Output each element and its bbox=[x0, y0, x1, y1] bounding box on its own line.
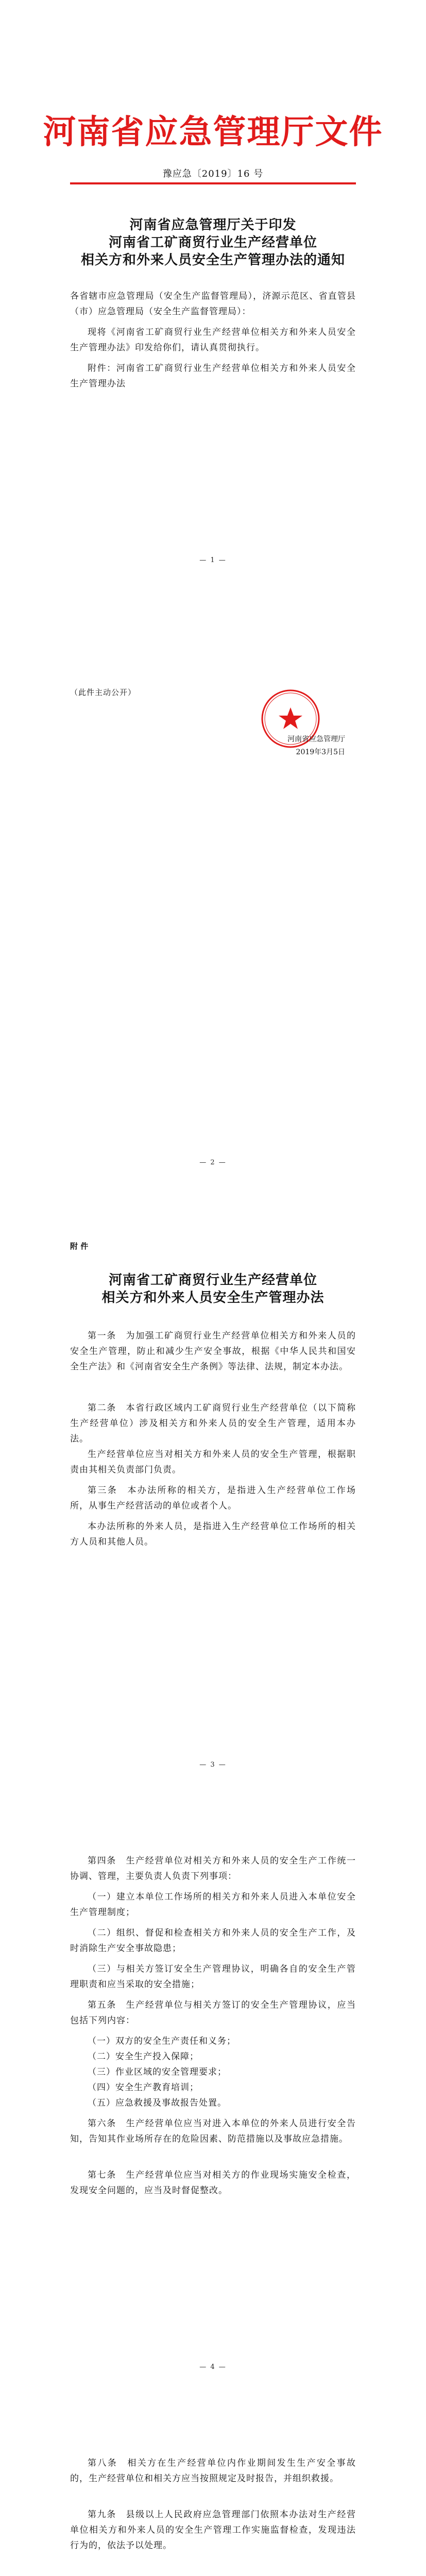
page-number: — 2 — bbox=[199, 1159, 227, 1166]
article-3: 第三条 本办法所称的相关方，是指进入生产经营单位工作场所，从事生产经营活动的单位或者个人。 bbox=[70, 1485, 356, 1511]
page-3 bbox=[0, 1205, 426, 1807]
article-2-sub: 生产经营单位应当对相关方和外来人员的安全生产管理，根据职责由其相关负责部门负责。 bbox=[70, 1449, 356, 1475]
seal-org: 河南省应急管理厅 bbox=[287, 735, 345, 743]
article-5-item-3: （三）作业区域的安全管理要求； bbox=[88, 2067, 227, 2077]
page-4 bbox=[0, 1807, 426, 2409]
attachment-label: 附 件 bbox=[70, 1242, 89, 1251]
open-mark: （此件主动公开） bbox=[70, 688, 137, 697]
article-10 bbox=[70, 2574, 356, 2576]
article-4-item-1: （一）建立本单位工作场所的相关方和外来人员进入本单位安全生产管理制度； bbox=[70, 1892, 356, 1918]
notice-recipients: 各省辖市应急管理局（安全生产监督管理局），济源示范区、省直管县（市）应急管理局（安全生产监督管理局）： bbox=[70, 291, 356, 317]
article-9: 第九条 县级以上人民政府应急管理部门依照本办法对生产经营单位相关方和外来人员的安全生产管理工作实施监督检查，发现违法行为的，依法予以处理。 bbox=[70, 2510, 356, 2551]
org-title: 河南省应急管理厅文件 bbox=[43, 113, 383, 151]
notice-body: 现将《河南省工矿商贸行业生产经营单位相关方和外来人员安全生产管理办法》印发给你们，请认真贯彻执行。 bbox=[70, 327, 356, 353]
page-number: — 4 — bbox=[199, 2363, 227, 2371]
article-8: 第八条 相关方在生产经营单位内作业期间发生生产安全事故的，生产经营单位和相关方应当按照规定及时报告，并组织救援。 bbox=[70, 2458, 356, 2484]
article-4: 第四条 生产经营单位对相关方和外来人员的安全生产工作统一协调、管理，主要负责人负责下列事项： bbox=[70, 1856, 356, 1882]
page-5 bbox=[0, 2409, 426, 2576]
page-number: — 3 — bbox=[199, 1761, 227, 1769]
article-5-item-4: （四）安全生产教育培训； bbox=[88, 2082, 199, 2093]
article-7: 第七条 生产经营单位应当对相关方的作业现场实施安全检查，发现安全问题的，应当及时督促整改。 bbox=[70, 2170, 356, 2196]
page-number: — 1 — bbox=[199, 556, 227, 564]
notice-title-line3: 相关方和外来人员安全生产管理办法的通知 bbox=[80, 252, 345, 268]
article-1: 第一条 为加强工矿商贸行业生产经营单位相关方和外来人员的安全生产管理，防止和减少生产安全事故，根据《中华人民共和国安全生产法》和《河南省安全生产条例》等法律、法规，制定本办法。 bbox=[70, 1331, 356, 1372]
seal-date: 2019年3月5日 bbox=[296, 748, 345, 756]
page-1 bbox=[0, 0, 426, 602]
page-2 bbox=[0, 602, 426, 1205]
attachment-title-line1: 河南省工矿商贸行业生产经营单位 bbox=[108, 1273, 317, 1288]
article-5-item-5: （五）应急救援及事故报告处置。 bbox=[88, 2098, 227, 2108]
doc-number: 豫应急〔2019〕16 号 bbox=[162, 168, 264, 179]
article-5-item-2: （二）安全生产投入保障； bbox=[88, 2052, 199, 2062]
notice-title-line2: 河南省工矿商贸行业生产经营单位 bbox=[108, 235, 317, 250]
article-5: 第五条 生产经营单位与相关方签订的安全生产管理协议，应当包括下列内容： bbox=[70, 2000, 356, 2026]
article-3-sub: 本办法所称的外来人员，是指进入生产经营单位工作场所的相关方人员和其他人员。 bbox=[70, 1521, 356, 1547]
article-4-item-3: （三）与相关方签订安全生产管理协议，明确各自的安全生产管理职责和应当采取的安全措施； bbox=[70, 1964, 356, 1990]
article-6: 第六条 生产经营单位应当对进入本单位的外来人员进行安全告知，告知其作业场所存在的危险因素、防范措施以及事故应急措施。 bbox=[70, 2119, 356, 2144]
article-5-item-1: （一）双方的安全生产责任和义务； bbox=[88, 2036, 236, 2046]
red-divider bbox=[70, 182, 356, 184]
article-4-item-2: （二）组织、督促和检查相关方和外来人员的安全生产工作，及时消除生产安全事故隐患； bbox=[70, 1928, 356, 1954]
notice-title-line1: 河南省应急管理厅关于印发 bbox=[129, 217, 297, 233]
article-2: 第二条 本省行政区域内工矿商贸行业生产经营单位（以下简称生产经营单位）涉及相关方和外来人员的安全生产管理，适用本办法。 bbox=[70, 1403, 356, 1444]
notice-attachment-line: 附件：河南省工矿商贸行业生产经营单位相关方和外来人员安全生产管理办法 bbox=[70, 363, 356, 389]
attachment-title-line2: 相关方和外来人员安全生产管理办法 bbox=[101, 1290, 325, 1306]
